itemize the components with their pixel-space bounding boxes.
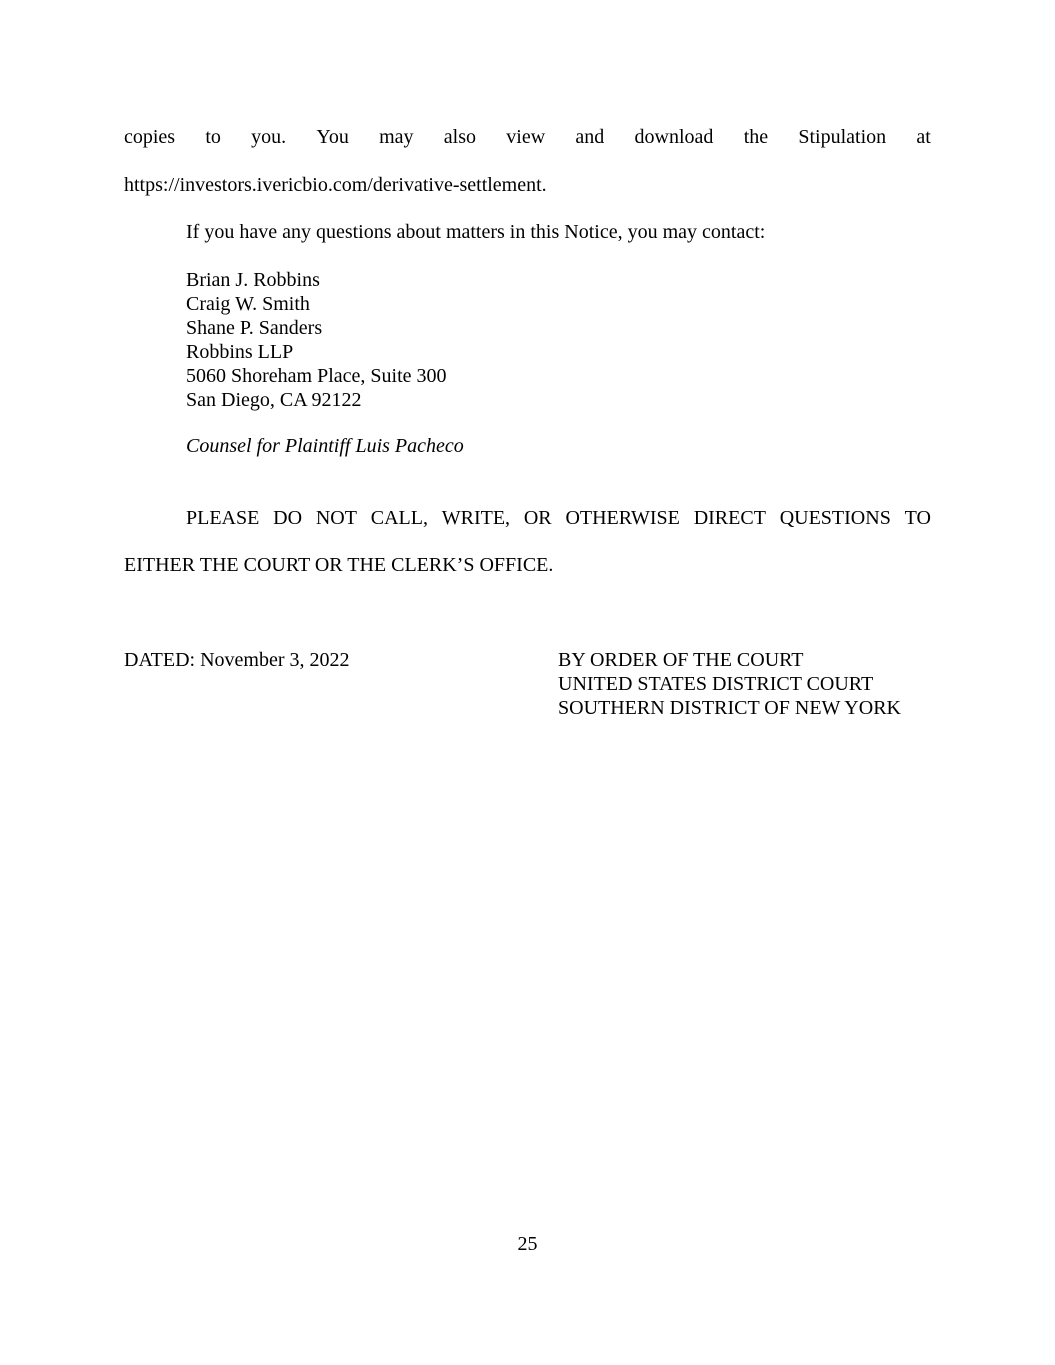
word: TO [904, 507, 931, 529]
order-line: SOUTHERN DISTRICT OF NEW YORK [558, 697, 901, 719]
contact-line: Shane P. Sanders [186, 317, 323, 339]
word: DIRECT [693, 507, 766, 529]
contact-line: San Diego, CA 92122 [186, 389, 362, 411]
paragraph-1-line-1 [124, 125, 931, 149]
court-order-block [558, 648, 901, 720]
warning-line-1 [186, 506, 931, 530]
order-line: BY ORDER OF THE COURT [558, 649, 804, 671]
word: PLEASE [186, 507, 260, 529]
settlement-url: https://investors.ivericbio.com/derivative-settlement. [124, 174, 547, 196]
order-line: UNITED STATES DISTRICT COURT [558, 673, 874, 695]
word: WRITE, [441, 507, 511, 529]
word: QUESTIONS [779, 507, 891, 529]
word: Stipulation [798, 126, 887, 148]
word: also [443, 126, 477, 148]
word: OTHERWISE [565, 507, 680, 529]
word: download [634, 126, 714, 148]
word: at [916, 126, 931, 148]
contact-address-block [186, 268, 447, 412]
page-number: 25 [517, 1233, 538, 1255]
contact-line: 5060 Shoreham Place, Suite 300 [186, 365, 447, 387]
contact-line: Robbins LLP [186, 341, 294, 363]
word: you. [251, 126, 287, 148]
warning-line-2: EITHER THE COURT OR THE CLERK’S OFFICE. [124, 554, 554, 576]
counsel-role: Counsel for Plaintiff Luis Pacheco [186, 435, 464, 457]
word: may [379, 126, 414, 148]
contact-line: Brian J. Robbins [186, 269, 320, 291]
dated-line: DATED: November 3, 2022 [124, 649, 350, 671]
word: view [506, 126, 546, 148]
contact-intro: If you have any questions about matters in this Notice, you may contact: [186, 221, 766, 243]
word: and [575, 126, 605, 148]
word: You [316, 126, 349, 148]
word: to [205, 126, 221, 148]
word: NOT [315, 507, 357, 529]
word: CALL, [370, 507, 428, 529]
word: the [743, 126, 769, 148]
word: DO [273, 507, 303, 529]
word: OR [523, 507, 552, 529]
word: copies [124, 126, 176, 148]
contact-line: Craig W. Smith [186, 293, 310, 315]
